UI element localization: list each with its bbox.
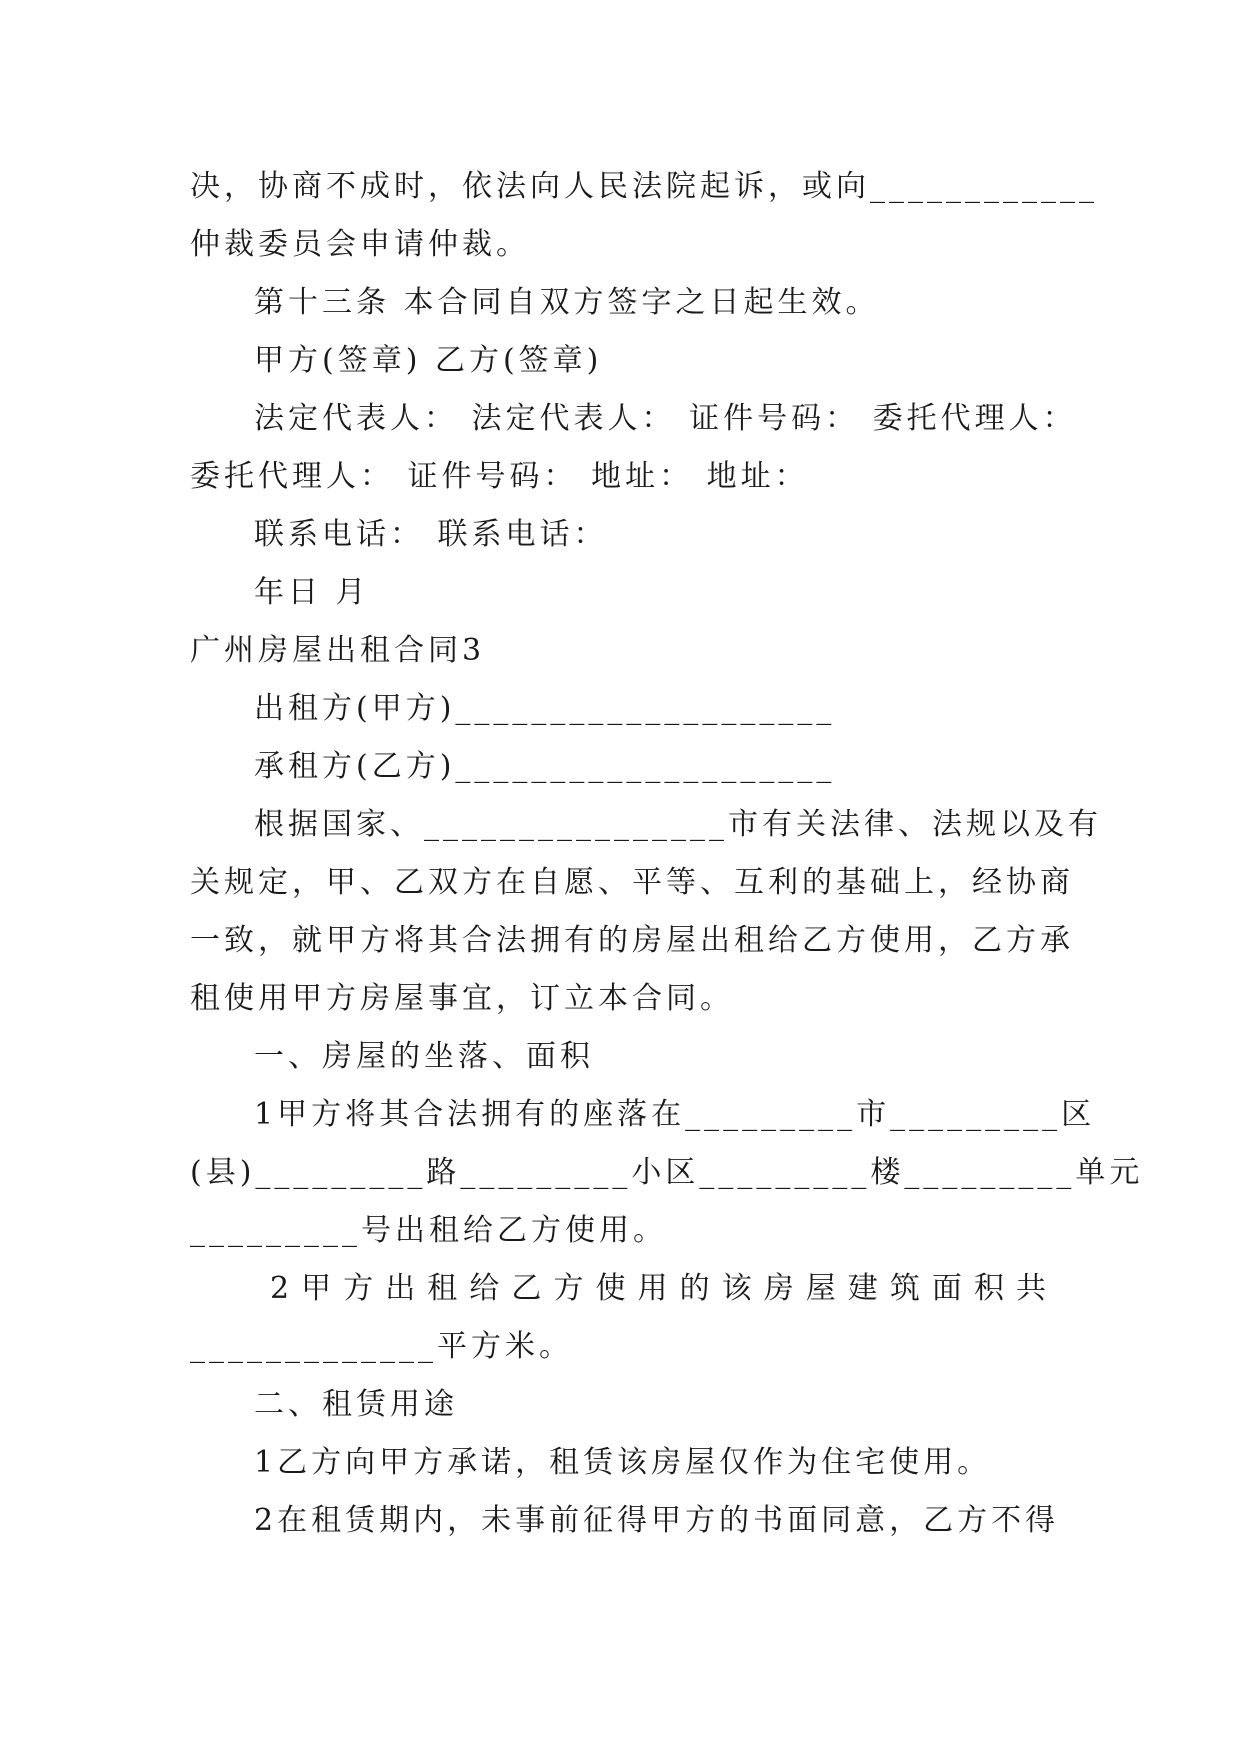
text-line: 根据国家、________________市有关法律、法规以及有 [254, 807, 1102, 842]
text-line: _____________平方米。 [190, 1329, 573, 1364]
text-line: 1甲方将其合法拥有的座落在_________市_________区 [254, 1097, 1096, 1132]
text-line: 关规定，甲、乙双方在自愿、平等、互利的基础上，经协商 [190, 865, 1074, 900]
text-line: 租使用甲方房屋事宜，订立本合同。 [190, 981, 734, 1016]
section-title: 广州房屋出租合同3 [190, 633, 486, 668]
text-line: 一、房屋的坐落、面积 [254, 1039, 594, 1074]
text-line: 联系电话： 联系电话： [254, 517, 608, 552]
text-line: 决，协商不成时，依法向人民法院起诉，或向____________ [190, 169, 1098, 204]
text-line: 出租方(甲方)____________________ [254, 691, 836, 726]
text-line: 2甲方出租给乙方使用的该房屋建筑面积共 [270, 1271, 1050, 1306]
text-line: 年日 月 [254, 575, 370, 610]
text-line: 二、租赁用途 [254, 1387, 458, 1422]
text-line: (县)_________路_________小区_________楼_________单元 [190, 1155, 1144, 1190]
text-line: 1乙方向甲方承诺，租赁该房屋仅作为住宅使用。 [254, 1445, 992, 1480]
text-line: 委托代理人： 证件号码： 地址： 地址： [190, 459, 809, 494]
text-line: 承租方(乙方)____________________ [254, 749, 836, 784]
text-line: 甲方(签章) 乙方(签章) [254, 343, 603, 378]
text-line: 一致，就甲方将其合法拥有的房屋出租给乙方使用，乙方承 [190, 923, 1074, 958]
text-line: 2在租赁期内，未事前征得甲方的书面同意，乙方不得 [254, 1503, 1060, 1538]
text-line: 法定代表人： 法定代表人： 证件号码： 委托代理人： [254, 401, 1077, 436]
text-line: 第十三条 本合同自双方签字之日起生效。 [254, 285, 880, 320]
text-line: _________号出租给乙方使用。 [190, 1213, 667, 1248]
text-line: 仲裁委员会申请仲裁。 [190, 227, 530, 262]
